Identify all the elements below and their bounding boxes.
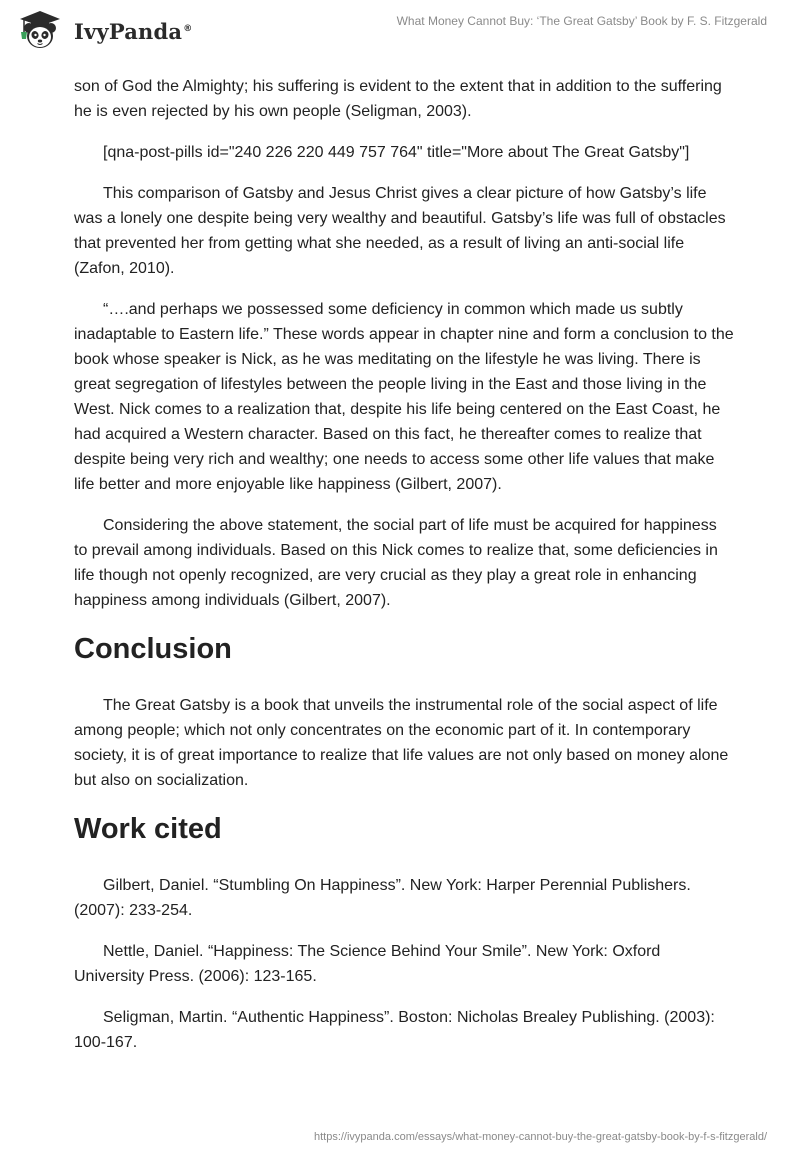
paragraph: Considering the above statement, the social part of life must be acquired for happiness to prevail among individuals. Based on this Nick comes to realize that, some deficiencies in life though not openly recognized, are very crucial as they play a great role in enhancing happiness among individuals (Gilbert, 2007). xyxy=(74,517,718,609)
conclusion-heading: Conclusion xyxy=(74,633,232,665)
reference-item: Seligman, Martin. “Authentic Happiness”. Boston: Nicholas Brealey Publishing. (2003): 100-167. xyxy=(74,1009,715,1051)
source-url[interactable]: https://ivypanda.com/essays/what-money-cannot-buy-the-great-gatsby-book-by-f-s-fitzgerald/ xyxy=(313,1131,767,1143)
works-cited-heading: Work cited xyxy=(74,813,222,845)
brand-logo[interactable] xyxy=(16,8,192,50)
brand-name: IvyPanda® xyxy=(74,18,193,44)
panda-logo-icon xyxy=(16,8,68,50)
document-title: What Money Cannot Buy: ‘The Great Gatsby’ Book by F. S. Fitzgerald xyxy=(396,14,767,28)
registered-mark: ® xyxy=(183,23,193,34)
paragraph: “….and perhaps we possessed some deficiency in common which made us subtly inadaptable to Eastern life.” These words appear in chapter nine and form a conclusion to the book whose speaker is Nick, as he was meditating on the lifestyle he was living. There is great segregation of lifestyles between the people living in the East and those living in the West. Nick comes to a realization that, despite his life being centered on the East Coast, he had acquired a Western character. Based on this fact, he thereafter comes to realize that despite being very rich and wealthy; one needs to access some other life values that make life better and more enjoyable like happiness (Gilbert, 2007). xyxy=(74,301,734,493)
conclusion-paragraph: The Great Gatsby is a book that unveils the instrumental role of the social aspect of life among people; which not only concentrates on the economic part of it. In contemporary society, it is of great importance to realize that life values are not only based on money alone but also on socialization. xyxy=(74,697,729,789)
paragraph-continuation: son of God the Almighty; his suffering is evident to the extent that in addition to the suffering he is even rejected by his own people (Seligman, 2003). xyxy=(74,78,722,120)
article-body xyxy=(74,74,734,1071)
shortcode-paragraph: [qna-post-pills id="240 226 220 449 757 764" title="More about The Great Gatsby"] xyxy=(103,144,690,161)
page-header xyxy=(0,0,800,60)
reference-item: Gilbert, Daniel. “Stumbling On Happiness”. New York: Harper Perennial Publishers. (2007): 233-254. xyxy=(74,877,691,919)
reference-item: Nettle, Daniel. “Happiness: The Science Behind Your Smile”. New York: Oxford University Press. (2006): 123-165. xyxy=(74,943,661,985)
paragraph: This comparison of Gatsby and Jesus Christ gives a clear picture of how Gatsby’s life was a lonely one despite being very wealthy and beautiful. Gatsby’s life was full of obstacles that prevented her from getting what she needed, as a result of living an anti-social life (Zafon, 2010). xyxy=(74,185,726,277)
